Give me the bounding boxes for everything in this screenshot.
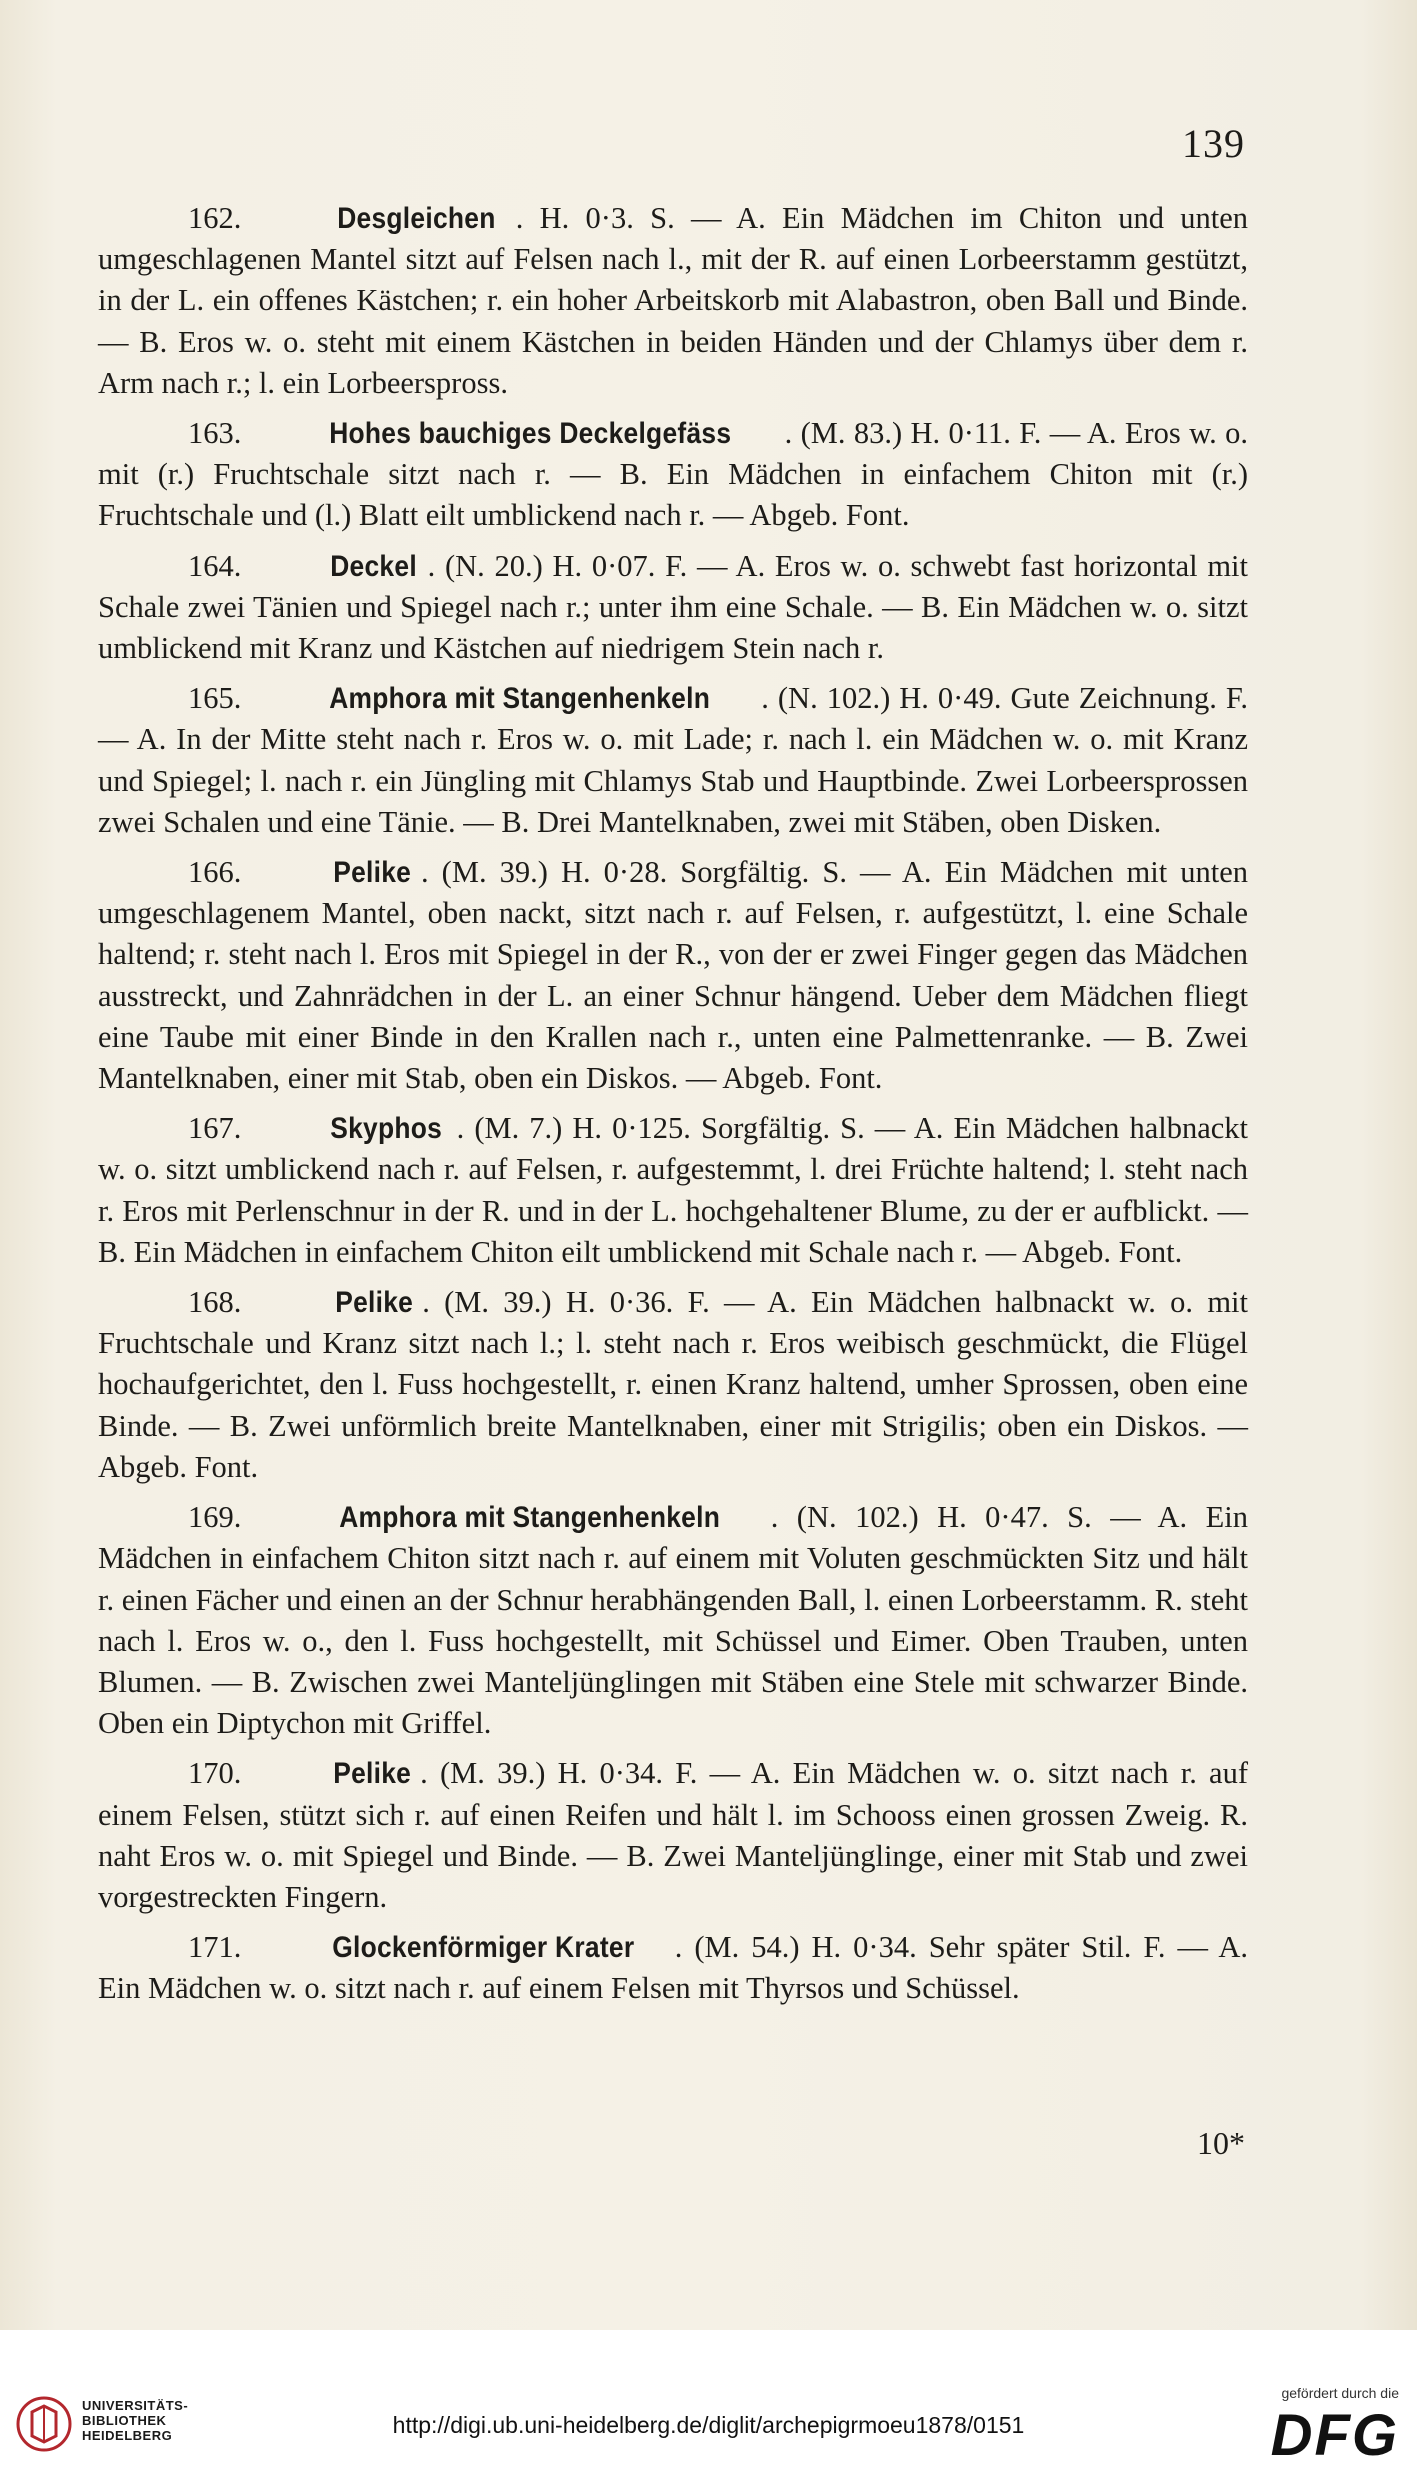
catalogue-entry: 169. Amphora mit Stangenhenkeln . (N. 102.) H. 0·47. S. — A. Ein Mädchen in einfachem Chiton sitzt nach r. auf einem mit Voluten geschmückten Sitz und hält r. einen Fächer und einen an der Schnur herabhängenden Ball, l. einen Lorbeerstamm. R. steht nach l. Eros w. o., den l. Fuss hochgestellt, mit Schüssel und Eimer. Oben Trauben, unten Blumen. — B. Zwischen zwei Manteljünglingen mit Stäben eine Stele mit schwarzer Binde. Oben ein Diptychon mit Griffel. <box>98 1497 1248 1744</box>
entry-heading: Skyphos <box>330 1112 443 1146</box>
dfg-logo: DFG <box>1270 2403 1399 2468</box>
catalogue-entry: 167. Skyphos . (M. 7.) H. 0·125. Sorgfältig. S. — A. Ein Mädchen halbnackt w. o. sitzt umblickend nach r. auf Felsen, r. aufgestemmt, l. drei Früchte haltend; l. steht nach r. Eros mit Perlenschnur in der R. und in der L. hochgehaltener Blume, zu der er aufblickt. — B. Ein Mädchen in einfachem Chiton eilt umblickend mit Schale nach r. — Abgeb. Font. <box>98 1108 1248 1273</box>
entry-heading: Hohes bauchiges Deckelgefäss <box>328 417 732 451</box>
catalogue-entry: 171. Glockenförmiger Krater . (M. 54.) H. 0·34. Sehr später Stil. F. — A. Ein Mädchen w. o. sitzt nach r. auf einem Felsen mit Thyrsos und Schüssel. <box>98 1927 1248 2009</box>
entry-text: . (M. 39.) H. 0·28. Sorgfältig. S. — A. Ein Mädchen mit unten umgeschlagenem Mantel, oben nackt, sitzt nach r. auf Felsen, r. aufgestützt, l. eine Schale haltend; r. steht nach l. Eros mit Spiegel in der R., von der er zwei Finger gegen das Mädchen ausstreckt, und Zahnrädchen in der L. an einer Schnur hängend. Ueber dem Mädchen fliegt eine Taube mit einer Binde in den Krallen nach r., unten eine Palmettenranke. — B. Zwei Mantelknaben, einer mit Stab, oben ein Diskos. — Abgeb. Font. <box>98 855 1249 1096</box>
entry-text: . (M. 39.) H. 0·36. F. — A. Ein Mädchen halbnackt w. o. mit Fruchtschale und Kranz sitzt nach l.; l. steht nach r. Eros weibisch geschmückt, die Flügel hochaufgerichtet, den l. Fuss hochgestellt, r. einen Kranz haltend, umher Sprossen, oben eine Binde. — B. Zwei unförmlich breite Mantelknaben, einer mit Strigilis; oben ein Diskos. — Abgeb. Font. <box>98 1285 1249 1484</box>
catalogue-entry: 166. Pelike . (M. 39.) H. 0·28. Sorgfältig. S. — A. Ein Mädchen mit unten umgeschlagenem Mantel, oben nackt, sitzt nach r. auf Felsen, r. aufgestützt, l. eine Schale haltend; r. steht nach l. Eros mit Spiegel in der R., von der er zwei Finger gegen das Mädchen ausstreckt, und Zahnrädchen in der L. an einer Schnur hängend. Ueber dem Mädchen fliegt eine Taube mit einer Binde in den Krallen nach r., unten eine Palmettenranke. — B. Zwei Mantelknaben, einer mit Stab, oben ein Diskos. — Abgeb. Font. <box>98 852 1248 1099</box>
entry-heading: Desgleichen <box>336 202 496 235</box>
entry-text: . (M. 7.) H. 0·125. Sorgfältig. S. — A. Ein Mädchen halbnackt w. o. sitzt umblickend nach r. auf Felsen, r. aufgestemmt, l. drei Früchte haltend; l. steht nach r. Eros mit Perlenschnur in der R. und in der L. hochgehaltener Blume, zu der er aufblickt. — B. Ein Mädchen in einfachem Chiton eilt umblickend mit Schale nach r. — Abgeb. Font. <box>98 1111 1248 1269</box>
permalink-url[interactable]: http://digi.ub.uni-heidelberg.de/diglit/archepigrmoeu1878/0151 <box>392 2412 1025 2438</box>
library-logo-text: UNIVERSITÄTS- BIBLIOTHEK HEIDELBERG <box>82 2398 189 2443</box>
catalogue-entry: 165. Amphora mit Stangenhenkeln . (N. 102.) H. 0·49. Gute Zeichnung. F. — A. In der Mitte steht nach r. Eros w. o. mit Lade; r. nach l. ein Mädchen w. o. mit Kranz und Spiegel; l. nach r. ein Jüngling mit Chlamys Stab und Hauptbinde. Zwei Lorbeersprossen zwei Schalen und eine Tänie. — B. Drei Mantelknaben, zwei mit Stäben, oben Disken. <box>98 678 1248 843</box>
entry-heading: Pelike <box>333 856 412 890</box>
page-number: 139 <box>1182 121 1245 166</box>
entry-text: . (N. 102.) H. 0·47. S. — A. Ein Mädchen in einfachem Chiton sitzt nach r. auf einem mit Voluten geschmückten Sitz und hält r. einen Fächer und einen an der Schnur herabhängenden Ball, l. einen Lorbeerstamm. R. steht nach l. Eros w. o., den l. Fuss hochgestellt, mit Schüssel und Eimer. Oben Trauben, unten Blumen. — B. Zwischen zwei Manteljünglingen mit Stäben eine Stele mit schwarzer Binde. Oben ein Diptychon mit Griffel. <box>98 1500 1248 1741</box>
entry-heading: Amphora mit Stangenhenkeln <box>339 1501 720 1535</box>
entry-text: . (M. 39.) H. 0·34. F. — A. Ein Mädchen w. o. sitzt nach r. auf einem Felsen, stützt sich r. auf einen Reifen und hält l. im Schooss einen grossen Zweig. R. naht Eros w. o. mit Spiegel und Binde. — B. Zwei Manteljünglinge, einer mit Stab und zwei vorgestreckten Fingern. <box>98 1756 1249 1914</box>
catalogue-entry: 163. Hohes bauchiges Deckelgefäss . (M. 83.) H. 0·11. F. — A. Eros w. o. mit (r.) Fruchtschale sitzt nach r. — B. Ein Mädchen in einfachem Chiton mit (r.) Fruchtschale und (l.) Blatt eilt umblickend nach r. — Abgeb. Font. <box>98 413 1248 537</box>
entry-text: . H. 0·3. S. — A. Ein Mädchen im Chiton und unten umgeschlagenen Mantel sitzt auf Felsen nach l., mit der R. auf einen Lorbeerstamm gestützt, in der L. ein offenes Kästchen; r. ein hoher Arbeitskorb mit Alabastron, oben Ball und Binde. — B. Eros w. o. steht mit einem Kästchen in beiden Händen und der Chlamys über dem r. Arm nach r.; l. ein Lorbeerspross. <box>98 201 1248 400</box>
entry-heading: Deckel <box>330 549 418 583</box>
entry-text: . (M. 83.) H. 0·11. F. — A. Eros w. o. mit (r.) Fruchtschale sitzt nach r. — B. Ein Mädchen in einfachem Chiton mit (r.) Fruchtschale und (l.) Blatt eilt umblickend nach r. — Abgeb. Font. <box>98 416 1248 533</box>
funding-caption: gefördert durch die <box>1281 2385 1399 2401</box>
entry-text: . (M. 54.) H. 0·34. Sehr später Stil. F. — A. Ein Mädchen w. o. sitzt nach r. auf einem Felsen mit Thyrsos und Schüssel. <box>98 1930 1248 2006</box>
entry-heading: Amphora mit Stangenhenkeln <box>329 682 711 716</box>
entry-heading: Pelike <box>332 1757 411 1791</box>
signature-mark: 10* <box>1197 2125 1245 2161</box>
entry-heading: Pelike <box>334 1286 413 1320</box>
entry-text: . (N. 102.) H. 0·49. Gute Zeichnung. F. — A. In der Mitte steht nach r. Eros w. o. mit Lade; r. nach l. ein Mädchen w. o. mit Kranz und Spiegel; l. nach r. ein Jüngling mit Chlamys Stab und Hauptbinde. Zwei Lorbeersprossen zwei Schalen und eine Tänie. — B. Drei Mantelknaben, zwei mit Stäben, oben Disken. <box>98 681 1248 839</box>
catalogue-entries <box>98 198 1248 2019</box>
catalogue-entry: 168. Pelike . (M. 39.) H. 0·36. F. — A. Ein Mädchen halbnackt w. o. mit Fruchtschale und Kranz sitzt nach l.; l. steht nach r. Eros weibisch geschmückt, die Flügel hochaufgerichtet, den l. Fuss hochgestellt, r. einen Kranz haltend, umher Sprossen, oben eine Binde. — B. Zwei unförmlich breite Mantelknaben, einer mit Strigilis; oben ein Diskos. — Abgeb. Font. <box>98 1282 1248 1488</box>
entry-heading: Glockenförmiger Krater <box>332 1931 635 1965</box>
catalogue-entry: 164. Deckel . (N. 20.) H. 0·07. F. — A. Eros w. o. schwebt fast horizontal mit Schale zwei Tänien und Spiegel nach r.; unter ihm eine Schale. — B. Ein Mädchen w. o. sitzt umblickend mit Kranz und Kästchen auf niedrigem Stein nach r. <box>98 546 1248 670</box>
entry-text: . (N. 20.) H. 0·07. F. — A. Eros w. o. schwebt fast horizontal mit Schale zwei Tänien und Spiegel nach r.; unter ihm eine Schale. — B. Ein Mädchen w. o. sitzt umblickend mit Kranz und Kästchen auf niedrigem Stein nach r. <box>98 548 1249 666</box>
catalogue-entry: 162. Desgleichen . H. 0·3. S. — A. Ein Mädchen im Chiton und unten umgeschlagenen Mantel sitzt auf Felsen nach l., mit der R. auf einen Lorbeerstamm gestützt, in der L. ein offenes Kästchen; r. ein hoher Arbeitskorb mit Alabastron, oben Ball und Binde. — B. Eros w. o. steht mit einem Kästchen in beiden Händen und der Chlamys über dem r. Arm nach r.; l. ein Lorbeerspross. <box>98 198 1248 404</box>
catalogue-entry: 170. Pelike . (M. 39.) H. 0·34. F. — A. Ein Mädchen w. o. sitzt nach r. auf einem Felsen, stützt sich r. auf einen Reifen und hält l. im Schooss einen grossen Zweig. R. naht Eros w. o. mit Spiegel und Binde. — B. Zwei Manteljünglinge, einer mit Stab und zwei vorgestreckten Fingern. <box>98 1753 1248 1918</box>
